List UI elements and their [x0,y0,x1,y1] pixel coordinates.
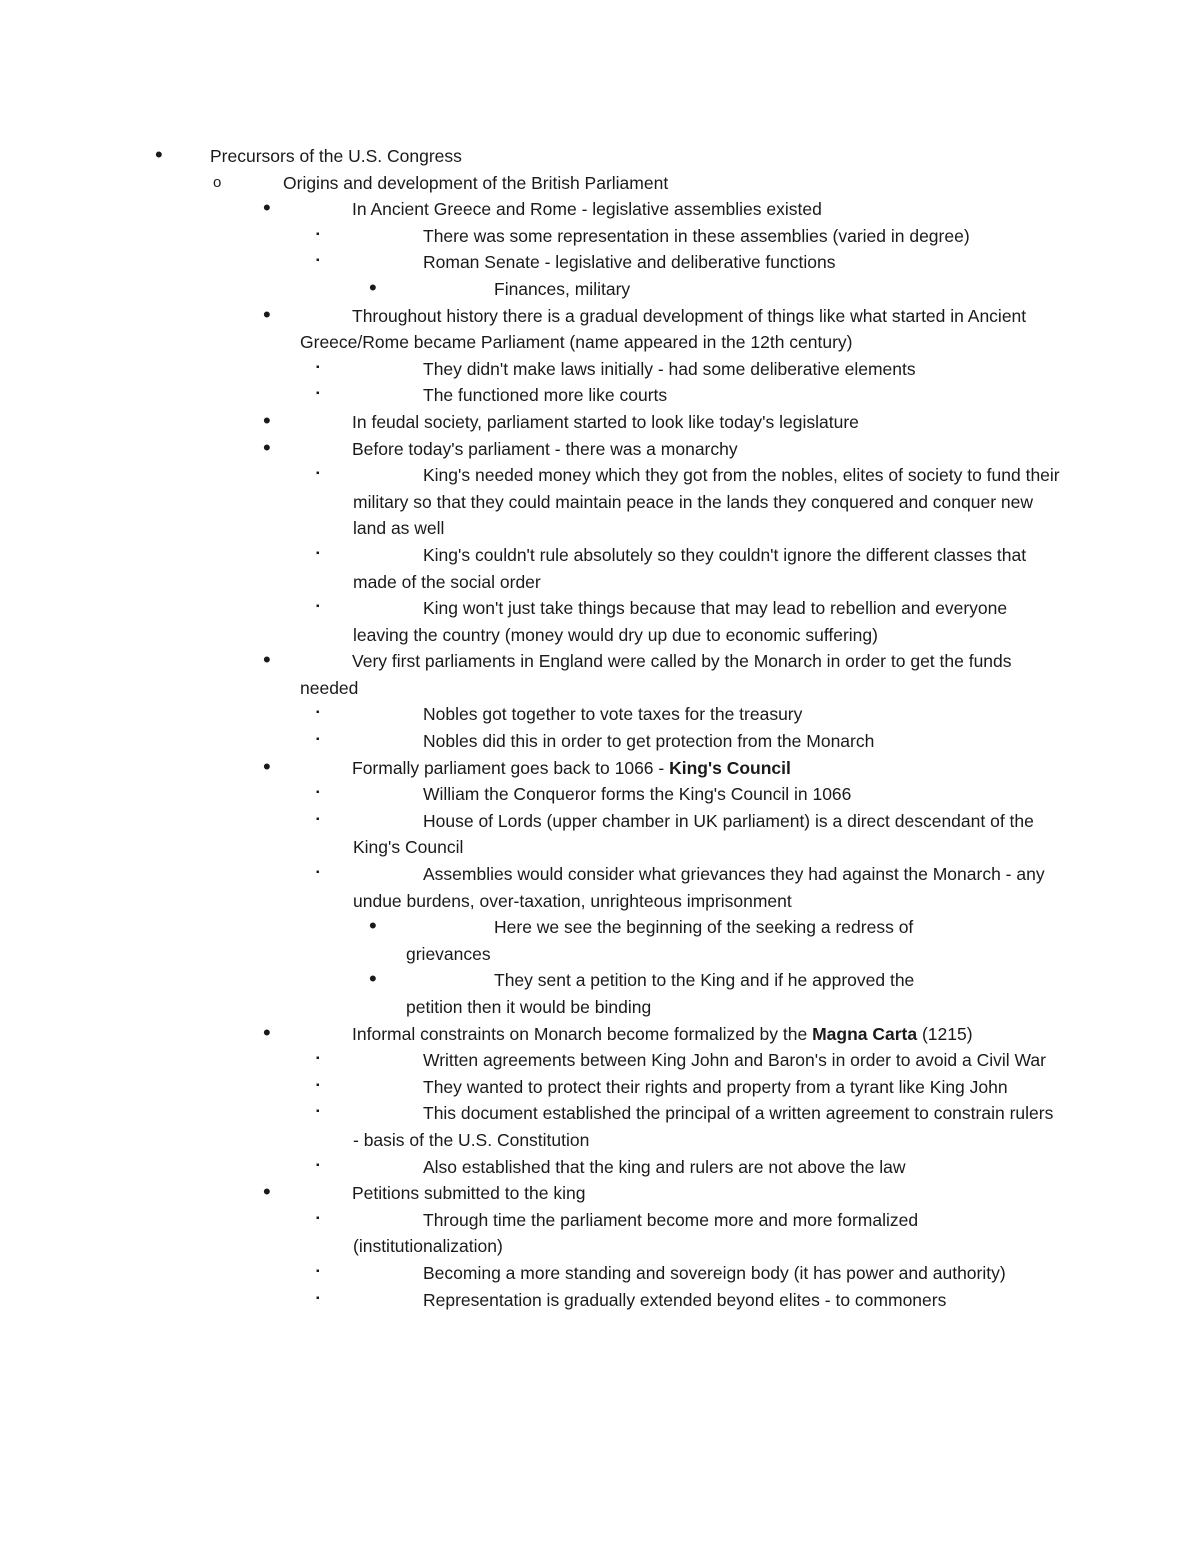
outline-item-level-4 [0,595,1200,648]
square-bullet-icon: ▪ [316,388,320,400]
outline-item-level-5 [0,967,1200,1020]
outline-item-text: Written agreements between King John and Baron's in order to avoid a Civil War [423,1050,1046,1071]
outline-item-level-4 [0,1100,1200,1153]
outline-item-text: King's needed money which they got from the nobles, elites of society to fund their military so that they could maintain peace in the lands they conquered and conquer new land as well [353,465,1060,539]
outline-item-level-4 [0,382,1200,409]
outline-item-level-4 [0,1074,1200,1101]
square-bullet-icon: ▪ [316,255,320,267]
square-bullet-icon: ▪ [316,734,320,746]
square-bullet-icon: ▪ [316,1265,320,1277]
dot-bullet-icon: • [263,1019,271,1045]
dot-bullet-icon: • [263,753,271,779]
square-bullet-icon: ▪ [316,468,320,480]
outline-item-text: Petitions submitted to the king [352,1183,586,1204]
outline-item-level-4 [0,462,1200,542]
dot-bullet-icon: • [263,195,271,221]
square-bullet-icon: ▪ [316,361,320,373]
square-bullet-icon: ▪ [316,1212,320,1224]
dot-bullet-icon: • [369,274,377,300]
outline-item-text: Origins and development of the British Parliament [283,172,669,193]
bold-term: Magna Carta [812,1023,918,1044]
outline-item-text: Precursors of the U.S. Congress [210,146,462,166]
outline-item-text: Through time the parliament become more and more formalized (institutionalization) [353,1209,919,1257]
outline-item-text: Throughout history there is a gradual development of things like what started in Ancient Greece/Rome became Parliament (name appeared in the 12th century) [300,305,1027,353]
dot-bullet-icon: • [263,1179,271,1205]
outline-item-text: Before today's parliament - there was a monarchy [352,438,738,459]
outline-item-level-3 [0,436,1200,463]
outline-item-level-4 [0,1047,1200,1074]
square-bullet-icon: ▪ [316,787,320,799]
outline-item-level-4 [0,1287,1200,1314]
outline-item-text: King won't just take things because that may lead to rebellion and everyone leaving the country (money would dry up due to economic suffering) [353,598,1008,645]
square-bullet-icon: ▪ [316,813,320,825]
square-bullet-icon: ▪ [316,547,320,559]
dot-bullet-icon: • [263,434,271,460]
outline-item-level-3 [0,196,1200,223]
square-bullet-icon: ▪ [316,1292,320,1304]
outline-item-level-3 [0,1180,1200,1207]
outline-item-text: Informal constraints on Monarch become formalized by the Magna Carta (1215) [352,1023,973,1044]
square-bullet-icon: ▪ [316,1106,320,1118]
bold-term: King's Council [669,757,791,778]
square-bullet-icon: ▪ [316,1159,320,1171]
square-bullet-icon: ▪ [316,228,320,240]
outline-item-level-3 [0,303,1200,356]
outline-item-text: William the Conqueror forms the King's Council in 1066 [423,784,852,805]
dot-bullet-icon: • [263,407,271,433]
outline-item-level-4 [0,542,1200,595]
outline-item-level-4 [0,356,1200,383]
outline-item-text: Nobles got together to vote taxes for the treasury [423,704,803,725]
outline-item-text: Also established that the king and rulers are not above the law [423,1156,906,1177]
outline-item-level-3 [0,648,1200,701]
outline-item-text: They sent a petition to the King and if he approved the petition then it would be binding [406,970,915,1017]
outline-item-text: Here we see the beginning of the seeking a redress of grievances [406,917,914,964]
outline-item-text: Nobles did this in order to get protection from the Monarch [423,731,875,752]
outline-item-level-4 [0,728,1200,755]
outline-item-level-4 [0,1207,1200,1260]
outline-item-text: Becoming a more standing and sovereign body (it has power and authority) [423,1262,1006,1283]
outline-item-text: Representation is gradually extended beyond elites - to commoners [423,1289,947,1310]
outline-item-level-2 [0,170,1200,197]
outline-item-level-4 [0,223,1200,250]
square-bullet-icon: ▪ [316,867,320,879]
outline-item-level-4 [0,701,1200,728]
dot-bullet-icon: • [155,142,163,167]
outline-item-level-4 [0,1260,1200,1287]
outline-item-text: Assemblies would consider what grievances they had against the Monarch - any undue burdens, over-taxation, unrighteous imprisonment [353,864,1045,911]
outline-item-level-3 [0,409,1200,436]
dot-bullet-icon: • [263,647,271,673]
outline-item-text: Very first parliaments in England were called by the Monarch in order to get the funds needed [300,651,1012,698]
outline-item-level-4 [0,861,1200,914]
outline-item-text: There was some representation in these assemblies (varied in degree) [423,225,970,246]
square-bullet-icon: ▪ [316,707,320,719]
outline-item-level-3 [0,755,1200,782]
outline-item-level-4 [0,249,1200,276]
dot-bullet-icon: • [369,913,377,939]
outline-item-text: House of Lords (upper chamber in UK parliament) is a direct descendant of the King's Council [353,810,1034,858]
outline-item-level-5 [0,276,1200,303]
outline-item-level-4 [0,781,1200,808]
outline-item-level-5 [0,914,1200,967]
outline-item-level-4 [0,1154,1200,1181]
outline-item-text: They wanted to protect their rights and property from a tyrant like King John [423,1076,1008,1097]
outline-item-text: King's couldn't rule absolutely so they couldn't ignore the different classes that made of the social order [353,544,1027,592]
outline-item-text: They didn't make laws initially - had some deliberative elements [423,358,916,379]
outline-item-text: In Ancient Greece and Rome - legislative assemblies existed [352,199,822,220]
square-bullet-icon: ▪ [316,1079,320,1091]
dot-bullet-icon: • [369,966,377,992]
dot-bullet-icon: • [263,301,271,327]
outline-item-text: This document established the principal of a written agreement to constrain rulers - basis of the U.S. Constitution [353,1103,1054,1150]
square-bullet-icon: ▪ [316,1053,320,1065]
outline-item-level-3 [0,1021,1200,1048]
outline-item-text: Finances, military [494,278,631,299]
circle-bullet-icon: o [213,173,222,191]
outline-item-text: Formally parliament goes back to 1066 - King's Council [352,757,791,778]
outline-item-text: The functioned more like courts [423,385,668,406]
outline-item-level-4 [0,808,1200,861]
square-bullet-icon: ▪ [316,601,320,613]
outline-item-text: In feudal society, parliament started to look like today's legislature [352,411,859,432]
document-outline [0,143,1200,1313]
outline-item-level-1 [0,143,1200,170]
outline-item-text: Roman Senate - legislative and deliberative functions [423,252,836,273]
